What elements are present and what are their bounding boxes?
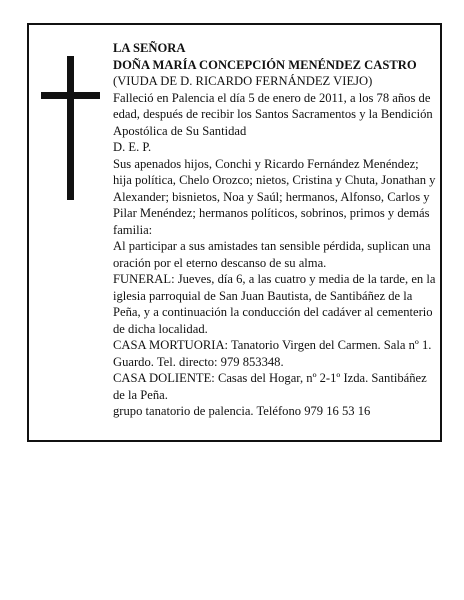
rip-line: D. E. P. <box>113 140 152 154</box>
funeral-paragraph: FUNERAL: Jueves, día 6, a las cuatro y media de la tarde, en la iglesia parroquial de San Juan Bautista, de Santibáñez de la Peña, y a continuación la conducción del cadáver al cementerio de dicha localidad. <box>113 272 436 336</box>
mourning-house-paragraph: CASA DOLIENTE: Casas del Hogar, nº 2-1º Izda. Santibáñez de la Peña. <box>113 371 427 402</box>
request-paragraph: Al participar a sus amistades tan sensible pérdida, suplican una oración por el eterno descanso de su alma. <box>113 239 431 270</box>
obituary-notice <box>27 23 442 442</box>
death-paragraph: Falleció en Palencia el día 5 de enero de 2011, a los 78 años de edad, después de recibir los Santos Sacramentos y la Bendición Apostólica de Su Santidad <box>113 90 433 138</box>
widow-line: (VIUDA DE D. RICARDO FERNÁNDEZ VIEJO) <box>113 74 373 88</box>
notice-title: LA SEÑORA <box>113 41 186 55</box>
funeral-home-line: grupo tanatorio de palencia. Teléfono 979 16 53 16 <box>113 404 371 418</box>
mortuary-paragraph: CASA MORTUORIA: Tanatorio Virgen del Carmen. Sala nº 1. Guardo. Tel. directo: 979 853348. <box>113 338 432 369</box>
cross-horizontal-bar <box>41 92 100 99</box>
family-paragraph: Sus apenados hijos, Conchi y Ricardo Fernández Menéndez; hija política, Chelo Orozco; nietos, Cristina y Chuta, Jonathan y Alexander; bisnietos, Noa y Saúl; hermanos, Alfonso, Carlos y Pilar Menéndez; hermanos políticos, sobrinos, primos y demás familia: <box>113 156 436 237</box>
cross-vertical-bar <box>67 56 74 200</box>
deceased-name: DOÑA MARÍA CONCEPCIÓN MENÉNDEZ CASTRO <box>113 57 417 72</box>
cross-icon <box>41 56 100 200</box>
notice-text <box>113 40 439 420</box>
